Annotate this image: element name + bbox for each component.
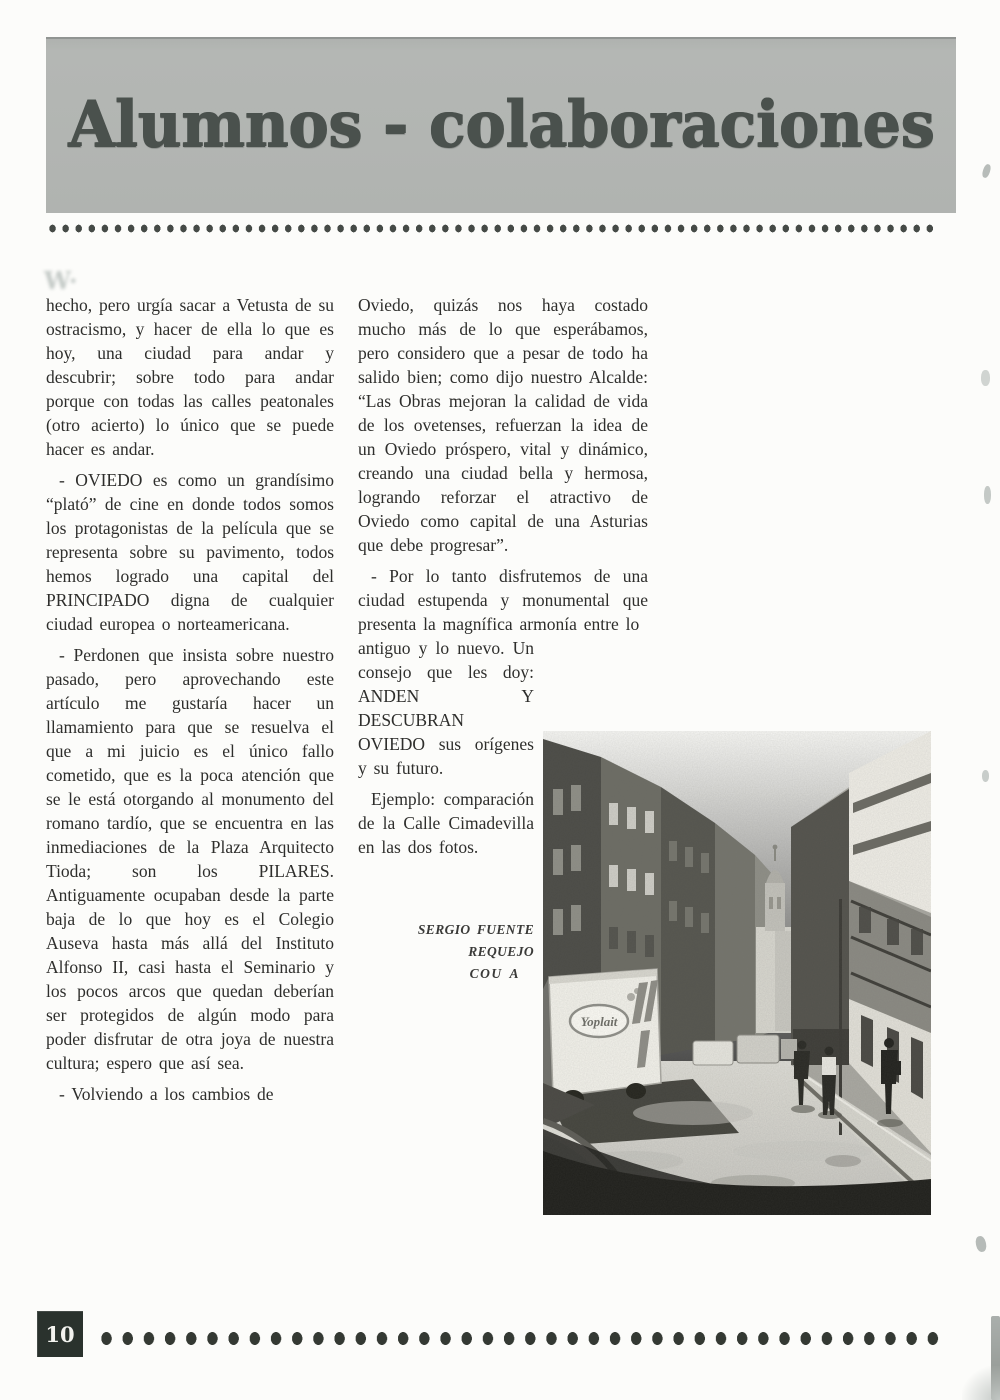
top-dots-divider <box>46 222 939 235</box>
scan-corner-shade <box>962 1366 1000 1400</box>
scan-artifact <box>974 1235 987 1253</box>
scan-artifact <box>982 770 989 782</box>
byline-class: COU A <box>469 966 520 981</box>
paragraph: - Volviendo a los cambios de <box>59 1084 274 1104</box>
byline-name: SERGIO FUENTE REQUEJO <box>417 922 534 959</box>
header-banner <box>46 37 956 213</box>
page-title: Alumnos - colaboraciones <box>67 87 935 163</box>
street-photo <box>543 731 931 1215</box>
paragraph: - OVIEDO es como un grandísimo “plató” de cine en donde todos somos los protagonistas de la película que se representa sobre su pavimento, todos hemos logrado una capital del PRINCIPADO digna de cualquier ciudad europea o norteamericana. <box>46 470 334 634</box>
film-grain <box>543 731 931 1215</box>
scan-smudge: W· <box>44 266 76 295</box>
paragraph: - Por lo tanto disfrutemos de una ciudad estupenda y monumental que presenta la magnífica armonía entre lo <box>358 566 648 634</box>
scan-artifact <box>984 486 991 504</box>
bottom-dots-divider <box>96 1330 942 1347</box>
paragraph: Ejemplo: comparación de la Calle Cimadevilla en las dos fotos. <box>358 789 534 857</box>
byline <box>358 919 534 985</box>
scan-artifact <box>981 163 992 178</box>
paragraph: antiguo y lo nuevo. Un consejo que les doy: ANDEN Y DESCUBRAN OVIEDO sus orígenes y su futuro. <box>358 638 534 778</box>
page-number-badge <box>37 1311 83 1357</box>
paragraph: - Perdonen que insista sobre nuestro pasado, pero aprovechando este artículo me gustaría hacer un llamamiento para que se resuelva el que a mi juicio es el único fallo cometido, que es la poca atención que se le está otorgando al monumento del romano tardío, que se encuentra en las inmediaciones de la Plaza Arquitecto Tioda; son los PILARES. Antiguamente ocupaban desde la parte baja de lo que hoy es el Colegio Auseva hasta más allá del Instituto Alfonso II, casi hasta el Seminario y los pocos arcos que quedan deberían ser protegidos de algún modo para poder disfrutar de otra joya de nuestra cultura; espero que así sea. <box>46 645 334 1073</box>
article-column-left <box>46 293 334 1113</box>
scan-artifact <box>981 370 990 386</box>
narrow-text-block <box>358 636 534 985</box>
paragraph: Oviedo, quizás nos haya costado mucho más de lo que esperábamos, pero considero que a pesar de todo ha salido bien; como dijo nuestro Alcalde: “Las Obras mejoran la calidad de vida de los ovetenses, refuerzan la idea de un Oviedo próspero, vital y dinámico, creando una ciudad bella y hermosa, logrando reforzar el atractivo de Oviedo como capital de una Asturias que debe progresar”. <box>358 295 648 555</box>
paragraph: hecho, pero urgía sacar a Vetusta de su ostracismo, y hacer de ella lo que es hoy, una ciudad para andar y descubrir; sobre todo para andar porque con todas las calles peatonales (otro acierto) lo único que se puede hacer es andar. <box>46 295 335 459</box>
truck-logo-text: Yoplait <box>580 1014 618 1029</box>
page-number: 10 <box>45 1321 75 1347</box>
